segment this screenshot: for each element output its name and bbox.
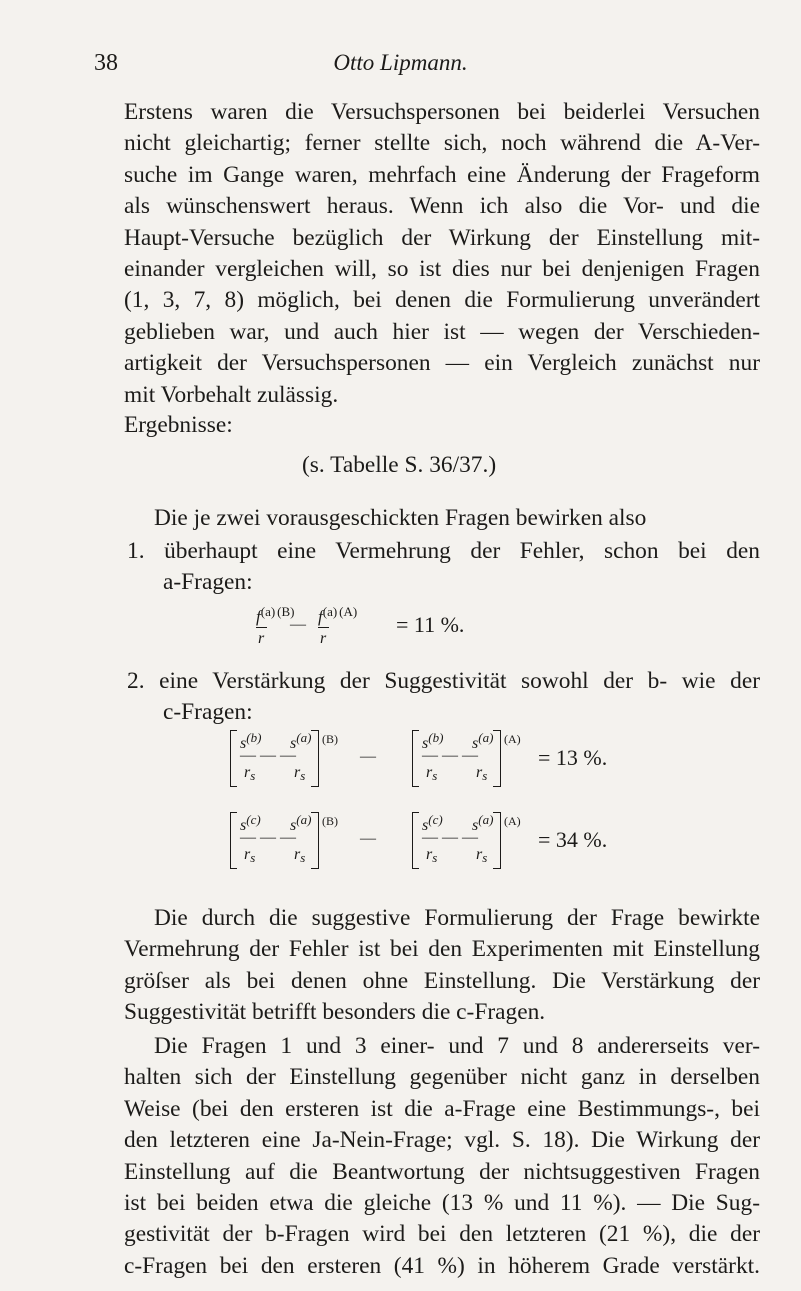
bracket-tick [311, 812, 318, 813]
bracket-tick [230, 730, 237, 731]
text-line: Einstellung auf die Beantwortung der nichtsuggestiven Fragen [124, 1158, 760, 1185]
formula-numerator: $f^{(a)}$ $^{(B)}$ [256, 604, 295, 626]
page-number: 38 [94, 50, 118, 76]
bracket-tick [230, 868, 237, 869]
text-line: den letzteren eine Ja-Nein-Frage; vgl. S. 18). Die Wirkung der [124, 1127, 760, 1154]
formula-term: $s^{(c)}$ [422, 812, 443, 834]
book-page: 38 Otto Lipmann. Erstens waren die Versuchspersonen bei beiderlei Versuchen nicht gleichartig; ferner stellte sich, noch während die A-Ver- suche im Gange waren, mehrfach eine Änderung der Frageform als wünschenswert heraus. Wenn ich also die Vor- und die Haupt-Versuche bezüglich der Wirkung der Einstellung mit- einander vergleichen will, so ist dies nur bei denjenigen Fragen (1, 3, 7, 8) möglich, bei denen die Formulierung unverändert geblieben war, und auch hier ist — wegen der Verschieden- artigkeit der Versuchspersonen — ein Vergleich zunächst nur mit Vorbehalt zulässig. Ergebnisse: (s. Tabelle S. 36/37.) Die je zwei vorausgeschickten Fragen bewirken also 1. überhaupt eine Vermehrung der Fehler, schon bei den a-Fragen: $f^{(a)}$ $^{(B)}$ r — $f^{(a)}$ $^{(A)}$ r = 11 %. 2. eine Verstärkung der Suggestivität sowohl der b- wie der c-Fragen: $s^{(b)}$ — — — rs $s^{(a)}$ rs (B) — $s^{(b)}$ — — — rs $s^{(a)}$ rs (A) = 13 %. $s^{(c)}$ — — — rs $s^{(a)}$ rs (B) — $s^{(c)}$ — — — rs $s^{(a)}$ rs (A) = 34 %. Die durch die suggestive Formulierung der Frage bewirkte Vermehrung der Fehler ist bei den Experimenten mit Einstellung gröſser als bei denen ohne Einstellung. Die Verstärkung der Suggestivität betrifft besonders die c-Fragen. Die Fragen 1 und 3 einer- und 7 und 8 andererseits ver- halten sich der Einstellung gegenüber nicht ganz in derselben Weise (bei den ersteren ist die a-Frage eine Bestimmungs-, bei den letzteren eine Ja-Nein-Frage; vgl. S. 18). Die Wirkung der Einstellung auf die Beantwortung der nichtsuggestiven Fragen ist bei beiden etwa die gleiche (13 % und 11 %). — Die Sug- gestivität der b-Fragen wird bei den letzteren (21 %), die der c-Fragen bei den ersteren (41 %) in höherem Grade verstärkt. [0, 0, 801, 1291]
text-line: 1. überhaupt eine Vermehrung der Fehler, schon bei den [127, 538, 760, 564]
bracket-label: (A) [504, 732, 521, 746]
formula-term: $s^{(b)}$ [240, 730, 262, 752]
formula-numerator: $f^{(a)}$ $^{(A)}$ [318, 604, 358, 626]
text-line: 2. eine Verstärkung der Suggestivität sowohl der b- wie der [127, 668, 760, 694]
bracket-tick [311, 730, 318, 731]
intro-line: Die je zwei vorausgeschickten Fragen bewirken also [154, 505, 647, 531]
text-line: Suggestivität betrifft besonders die c-Fragen. [124, 999, 546, 1026]
bracket-right [318, 812, 319, 869]
text-line: Vermehrung der Fehler ist bei den Experimenten mit Einstellung [124, 936, 760, 963]
bracket-label: (A) [504, 814, 521, 828]
bracket-tick [311, 868, 318, 869]
text-line: halten sich der Einstellung gegenüber nicht ganz in derselben [124, 1064, 760, 1091]
item-2 [127, 666, 760, 729]
text-line: einander vergleichen will, so ist dies nur bei denjenigen Fragen [124, 255, 760, 282]
text-line: c-Fragen bei den ersteren (41 %) in höherem Grade verstärkt. [124, 1252, 760, 1279]
paragraph-3 [124, 1031, 760, 1282]
bracket-right [318, 730, 319, 787]
bracket-tick [230, 786, 237, 787]
bracket-tick [493, 812, 500, 813]
formula-result: = 34 %. [538, 827, 608, 852]
fraction-bar [318, 627, 329, 628]
text-line: geblieben war, und auch hier ist — wegen der Verschieden- [124, 318, 760, 345]
formula-term: $s^{(b)}$ [422, 730, 444, 752]
bracket-label: (B) [322, 732, 338, 746]
results-heading: Ergebnisse: [124, 412, 233, 438]
text-line: Haupt-Versuche bezüglich der Wirkung der Einstellung mit- [124, 224, 760, 251]
table-reference: (s. Tabelle S. 36/37.) [302, 452, 497, 478]
bracket-right [500, 730, 501, 787]
item-1 [127, 536, 760, 599]
bracket-tick [493, 730, 500, 731]
bracket-label: (B) [322, 814, 338, 828]
text-line: suche im Gange waren, mehrfach eine Änderung der Frageform [124, 161, 760, 188]
bracket-tick [493, 868, 500, 869]
formula-term: $s^{(a)}$ [472, 730, 494, 752]
formula-result: = 11 %. [396, 612, 465, 637]
minus-sign: — [360, 748, 376, 765]
paragraph-1 [124, 97, 760, 411]
text-line: gestivität der b-Fragen wird bei den letzteren (21 %), die der [124, 1221, 760, 1248]
minus-sign: — [290, 616, 306, 633]
bracket-right [500, 812, 501, 869]
text-line: mit Vorbehalt zulässig. [124, 381, 339, 408]
text-line: Die durch die suggestive Formulierung der Frage bewirkte [154, 905, 760, 931]
bracket-tick [311, 786, 318, 787]
bracket-tick [412, 786, 419, 787]
text-line: nicht gleichartig; ferner stellte sich, noch während die A-Ver- [124, 130, 760, 157]
formula-denominator: r [258, 630, 265, 647]
formula-term: $s^{(a)}$ [472, 812, 494, 834]
text-line: ist bei beiden etwa die gleiche (13 % und 11 %). — Die Sug- [124, 1189, 760, 1216]
text-line: a-Fragen: [163, 569, 253, 596]
text-line: Weise (bei den ersteren ist die a-Frage eine Bestimmungs-, bei [124, 1095, 760, 1122]
text-line: c-Fragen: [163, 699, 253, 726]
text-line: gröſser als bei denen ohne Einstellung. Die Verstärkung der [124, 967, 760, 994]
formula-term: $s^{(a)}$ [290, 812, 312, 834]
bracket-left [412, 730, 413, 787]
text-line: als wünschenswert heraus. Wenn ich also die Vor- und die [124, 193, 760, 220]
text-line: (1, 3, 7, 8) möglich, bei denen die Formulierung unverändert [124, 287, 760, 314]
bracket-left [412, 812, 413, 869]
bracket-tick [230, 812, 237, 813]
bracket-tick [412, 868, 419, 869]
text-line: artigkeit der Versuchspersonen — ein Vergleich zunächst nur [124, 350, 760, 377]
paragraph-2 [124, 903, 760, 1029]
bracket-tick [412, 812, 419, 813]
formula-result: = 13 %. [538, 745, 608, 770]
formula-term: $s^{(a)}$ [290, 730, 312, 752]
minus-sign: — [360, 830, 376, 847]
bracket-left [230, 730, 231, 787]
bracket-tick [493, 786, 500, 787]
formula-term: $s^{(c)}$ [240, 812, 261, 834]
bracket-left [230, 812, 231, 869]
text-line: Erstens waren die Versuchspersonen bei beiderlei Versuchen [124, 99, 760, 125]
running-head: Otto Lipmann. [333, 50, 468, 75]
formula-denominator: r [320, 630, 327, 647]
bracket-tick [412, 730, 419, 731]
text-line: Die Fragen 1 und 3 einer- und 7 und 8 andererseits ver- [154, 1033, 760, 1059]
fraction-bar [256, 627, 267, 628]
